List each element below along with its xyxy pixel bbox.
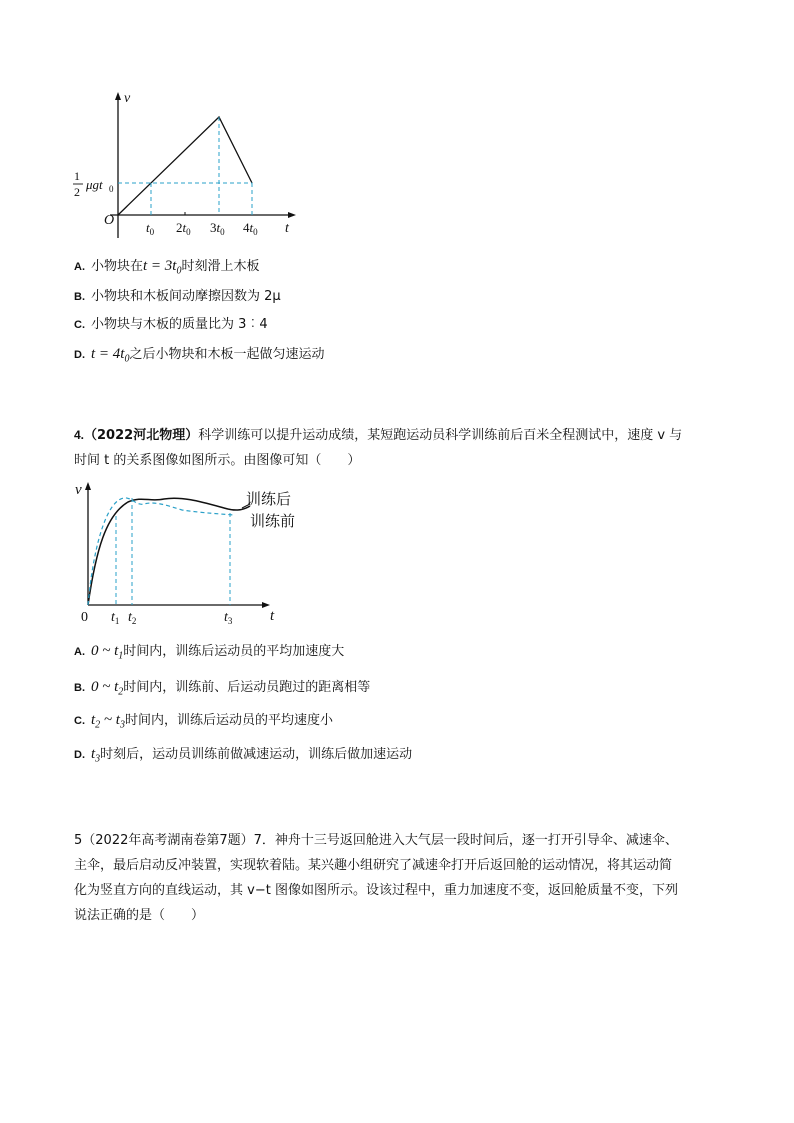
- q5-line-2: 主伞，最后启动反冲装置，实现软着陆。某兴趣小组研究了减速伞打开后返回舱的运动情况，将其运动简: [74, 858, 673, 873]
- option-letter: A.: [74, 646, 85, 658]
- q4-option-b[interactable]: [74, 678, 370, 702]
- option-text-post: 之后小物块和木板一起做匀速运动: [129, 347, 325, 362]
- option-letter: C.: [74, 319, 85, 331]
- origin-label: O: [104, 213, 115, 228]
- label-before-training: 训练前: [250, 512, 296, 530]
- q5-line-4: 说法正确的是（ ）: [74, 908, 205, 923]
- tick-label-t0: $t_0$: [146, 220, 155, 237]
- option-letter: D.: [74, 349, 85, 361]
- option-math: t = 3t: [143, 258, 177, 274]
- option-text-post: 时间内，训练前、后运动员跑过的距离相等: [123, 680, 371, 695]
- v-axis-label: v: [124, 91, 131, 106]
- option-math-sub: 2: [118, 686, 124, 698]
- option-letter: C.: [74, 715, 85, 727]
- option-letter: B.: [74, 682, 85, 694]
- option-text-post: 时刻滑上木板: [181, 259, 260, 274]
- q4-option-c[interactable]: [74, 711, 333, 735]
- t-axis-label: t: [285, 221, 289, 236]
- option-text-post: 时刻后，运动员训练前做减速运动，训练后做加速运动: [100, 747, 413, 762]
- option-math-mid: ~ t: [100, 712, 120, 728]
- q3-option-d[interactable]: [74, 345, 324, 369]
- option-text-pre: 小物块和木板间动摩擦因数为 2μ: [91, 289, 281, 304]
- t-axis-arrow: [262, 602, 270, 608]
- option-letter: A.: [74, 261, 85, 273]
- curve-before-training: [88, 498, 234, 605]
- tick-label-t1: $t_1$: [111, 610, 120, 626]
- q4-line-1: 4.（2022河北物理）科学训练可以提升运动成绩，某短跑运动员科学训练前后百米全程测试中，速度 v 与: [74, 428, 683, 443]
- q5-line-1: 5（2022年高考湖南卷第7题）7．神舟十三号返回舱进入大气层一段时间后，逐一打开引导伞、减速伞、: [74, 833, 678, 848]
- label-after-training: 训练后: [246, 490, 292, 508]
- velocity-line: [118, 117, 252, 215]
- q3-option-b[interactable]: [74, 288, 281, 306]
- y-label-expr: μgt: [86, 177, 103, 192]
- curve-after-training: [88, 498, 250, 605]
- tick-label-4t0: $4t_0$: [243, 220, 258, 237]
- option-math: t: [91, 712, 96, 728]
- y-label-sub: 0: [109, 184, 114, 194]
- q5-line-3: 化为竖直方向的直线运动，其 v−t 图像如图所示。设该过程中，重力加速度不变，返回舱质量不变，下列: [74, 883, 678, 898]
- option-math: t: [91, 746, 96, 762]
- option-math-sub: 0: [124, 353, 130, 365]
- q3-option-a[interactable]: [74, 257, 260, 281]
- q4-line-2: 时间 t 的关系图像如图所示。由图像可知（ ）: [74, 453, 361, 468]
- option-math-sub: 2: [95, 719, 101, 731]
- y-label-frac-den: 2: [74, 185, 80, 199]
- q3-option-c[interactable]: [74, 316, 268, 334]
- t-axis-label: t: [270, 608, 275, 624]
- q4-option-d[interactable]: [74, 745, 412, 769]
- q4-option-a[interactable]: [74, 642, 344, 666]
- y-label-frac-num: 1: [74, 169, 80, 183]
- figure-2-training-graph: [72, 480, 312, 630]
- t-axis-arrow: [288, 212, 296, 218]
- option-letter: B.: [74, 291, 85, 303]
- option-math-sub: 1: [118, 650, 124, 662]
- tick-label-t2: $t_2$: [128, 610, 137, 626]
- option-text-post: 时间内，训练后运动员的平均加速度大: [123, 644, 345, 659]
- figure-1-vt-graph: [70, 88, 310, 238]
- tick-label-2t0: $2t_0$: [176, 220, 191, 237]
- v-axis-arrow: [85, 482, 91, 490]
- option-math-sub-2: 3: [119, 719, 125, 731]
- option-math-sub: 3: [95, 753, 101, 765]
- v-axis-arrow: [115, 92, 121, 100]
- option-letter: D.: [74, 749, 85, 761]
- option-text-pre: 小物块与木板的质量比为 3︰4: [91, 317, 268, 332]
- tick-label-t3: $t_3$: [224, 610, 233, 626]
- option-math: 0 ~ t: [91, 679, 119, 695]
- question-4-stem: [74, 423, 724, 473]
- option-text-post: 时间内，训练后运动员的平均速度小: [124, 713, 333, 728]
- option-text-pre: 小物块在: [91, 259, 144, 274]
- origin-label: 0: [81, 610, 88, 625]
- option-math: 0 ~ t: [91, 643, 119, 659]
- v-axis-label: v: [75, 482, 82, 498]
- option-math: t = 4t: [91, 346, 125, 362]
- option-math-sub: 0: [176, 265, 182, 277]
- tick-label-3t0: $3t_0$: [210, 220, 225, 237]
- question-5-stem: [74, 828, 724, 928]
